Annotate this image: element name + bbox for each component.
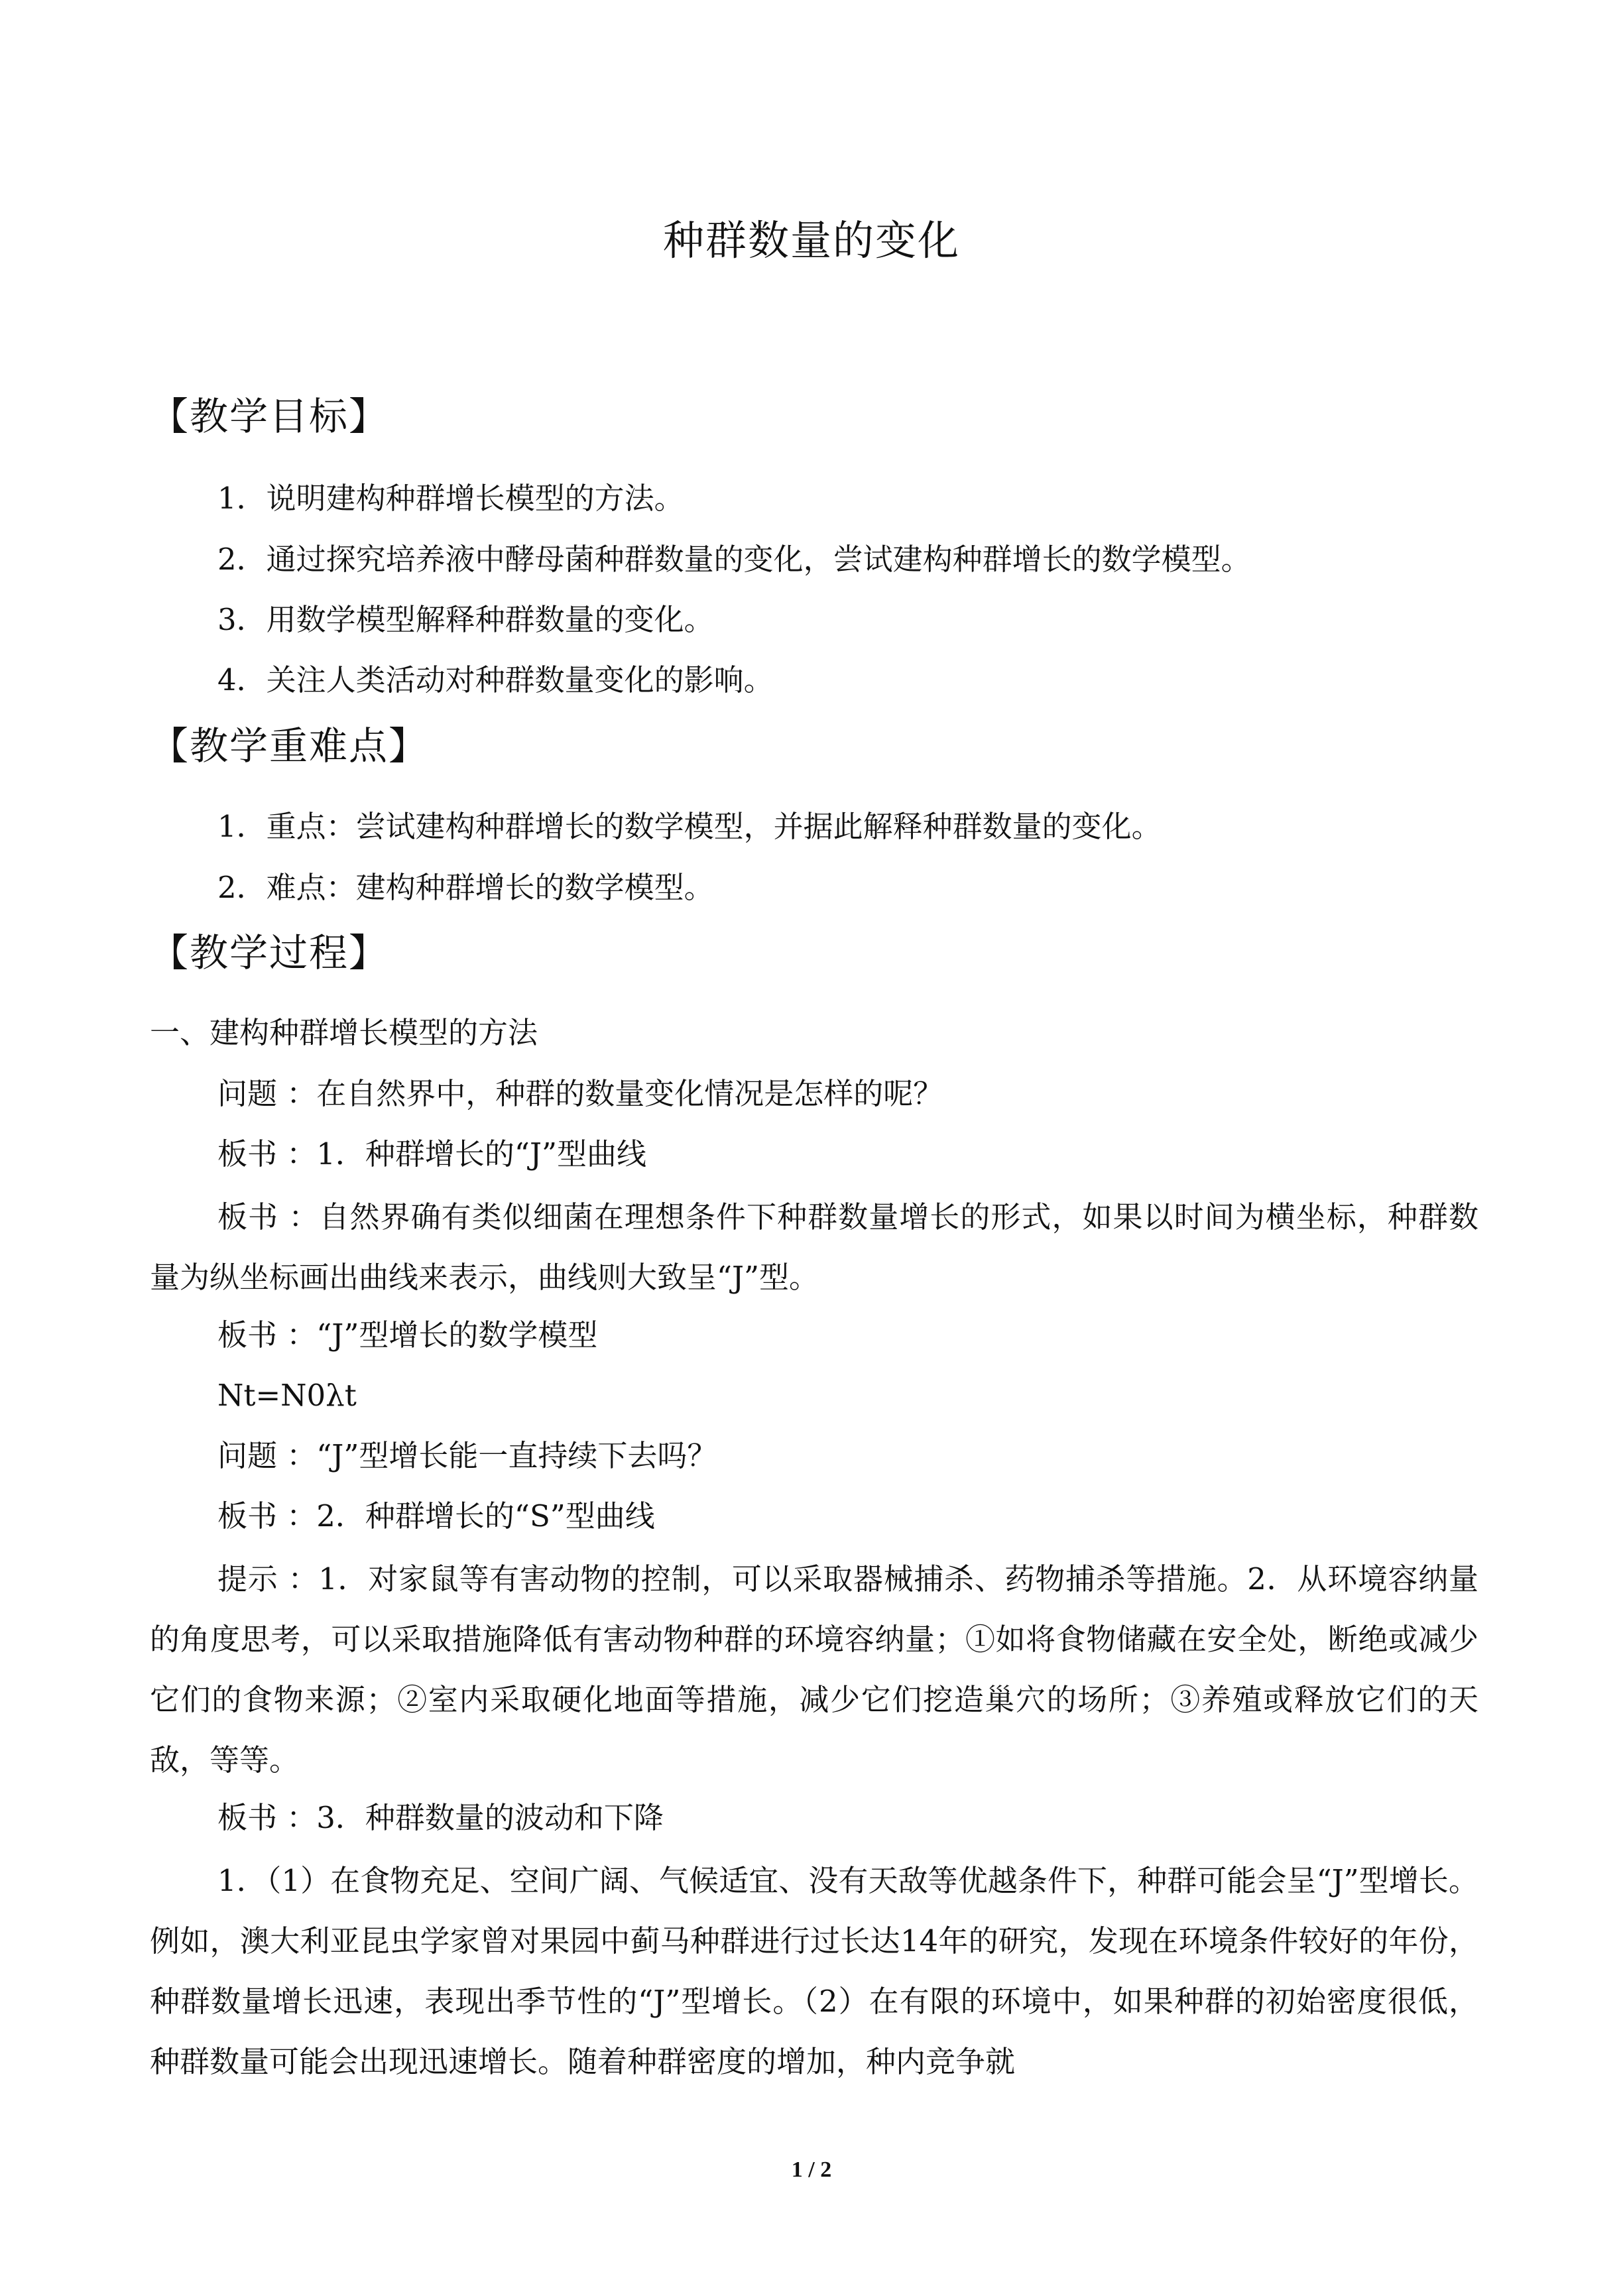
board-line: 板书 ：1．种群增长的“J”型曲线 xyxy=(217,1136,646,1172)
objective-item: 3．用数学模型解释种群数量的变化。 xyxy=(217,602,714,637)
board-line: 板书 ：“J”型增长的数学模型 xyxy=(217,1317,598,1353)
key-point-item: 1．重点：尝试建构种群增长的数学模型，并据此解释种群数量的变化。 xyxy=(217,809,1162,844)
process-subheading: 一、建构种群增长模型的方法 xyxy=(150,1015,538,1050)
objective-item: 1．说明建构种群增长模型的方法。 xyxy=(217,481,684,516)
body-paragraph: 1．（1）在食物充足、空间广阔、气候适宜、没有天敌等优越条件下，种群可能会呈“J”型增长。例如，澳大利亚昆虫学家曾对果园中蓟马种群进行过长达14年的研究，发现在环境条件较好的年份，种群数量增长迅速，表现出季节性的“J”型增长。（2）在有限的环境中，如果种群的初始密度很低，种群数量可能会出现迅速增长。随着种群密度的增加，种内竞争就 xyxy=(150,1863,1478,2079)
hint-paragraph: 提示 ：1．对家鼠等有害动物的控制，可以采取器械捕杀、药物捕杀等措施。2．从环境容纳量的角度思考，可以采取措施降低有害动物种群的环境容纳量；①如将食物储藏在安全处，断绝或减少它们的食物来源；②室内采取硬化地面等措施，减少它们挖造巢穴的场所；③养殖或释放它们的天敌，等等。 xyxy=(150,1561,1478,1778)
document-title: 种群数量的变化 xyxy=(662,216,960,265)
board-line: 板书 ：2．种群增长的“S”型曲线 xyxy=(217,1498,655,1534)
question-line: 问题 ：“J”型增长能一直持续下去吗？ xyxy=(217,1438,717,1473)
objective-item: 4．关注人类活动对种群数量变化的影响。 xyxy=(217,662,774,697)
key-point-item: 2．难点：建构种群增长的数学模型。 xyxy=(217,870,714,905)
key-points-heading: 【教学重难点】 xyxy=(150,723,429,768)
formula-line: Nt=N0λt xyxy=(217,1378,357,1413)
page-number: 1 / 2 xyxy=(791,2157,832,2182)
objective-item: 2．通过探究培养液中酵母菌种群数量的变化，尝试建构种群增长的数学模型。 xyxy=(217,542,1251,577)
question-line: 问题 ：在自然界中，种群的数量变化情况是怎样的呢？ xyxy=(217,1076,943,1111)
board-paragraph: 板书 ：自然界确有类似细菌在理想条件下种群数量增长的形式，如果以时间为横坐标，种群数量为纵坐标画出曲线来表示，曲线则大致呈“J”型。 xyxy=(150,1199,1478,1295)
process-heading: 【教学过程】 xyxy=(150,930,389,975)
objectives-heading: 【教学目标】 xyxy=(150,394,389,439)
board-line: 板书 ：3．种群数量的波动和下降 xyxy=(217,1800,664,1835)
